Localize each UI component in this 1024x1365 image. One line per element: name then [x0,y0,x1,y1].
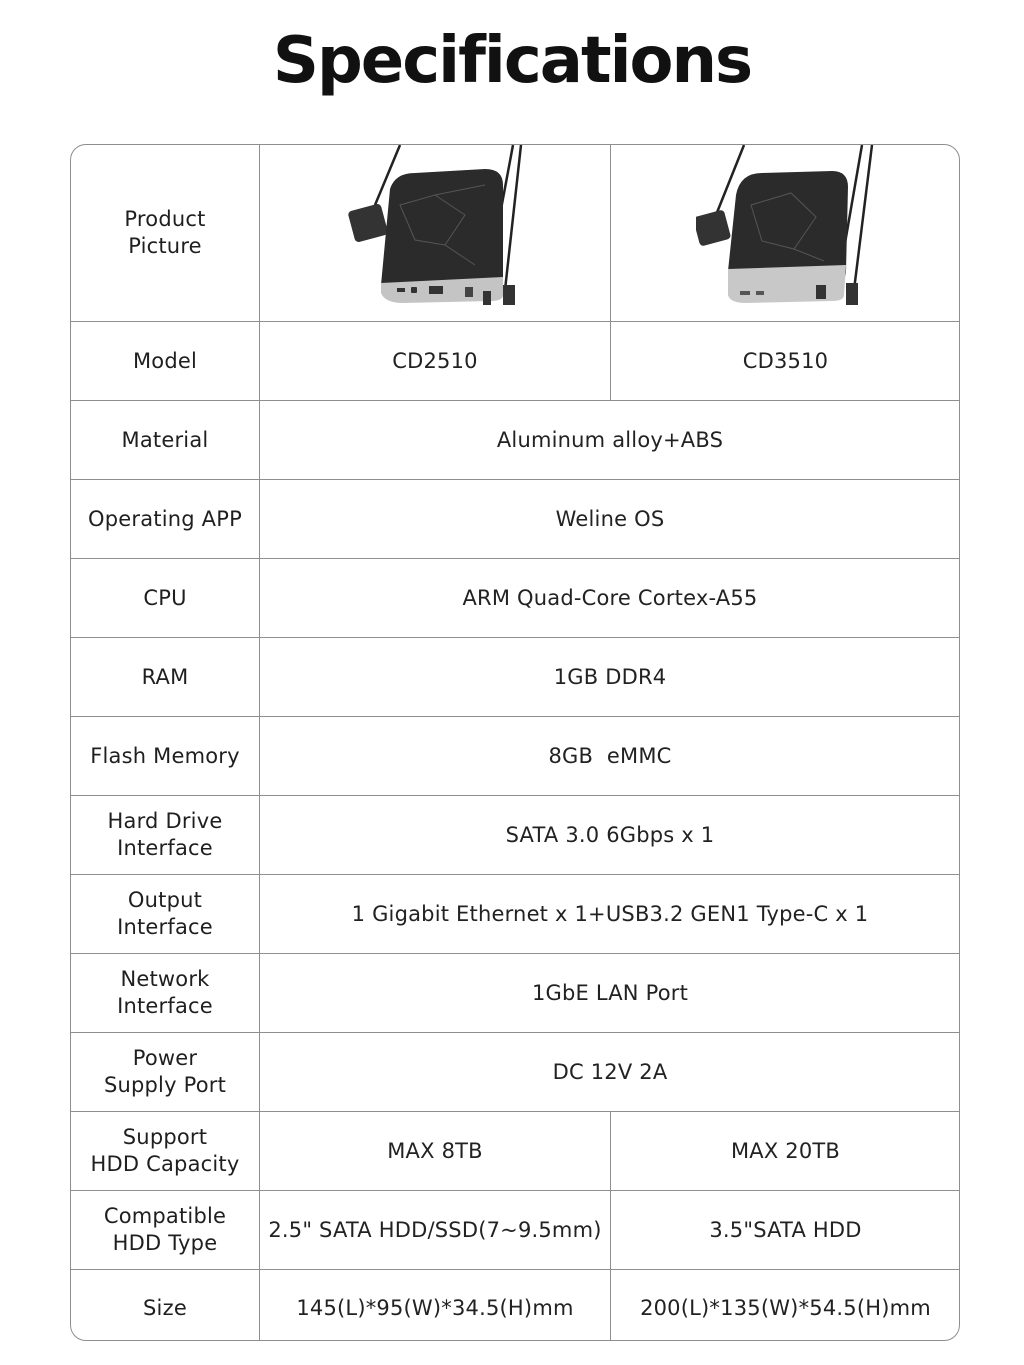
value-power-supply-port: DC 12V 2A [260,1033,961,1112]
value-cpu: ARM Quad-Core Cortex-A55 [260,559,961,638]
value-hdd-capacity-cd3510: MAX 20TB [611,1112,961,1191]
label-power-supply-port: Power Supply Port [71,1033,260,1112]
value-hard-drive-interface: SATA 3.0 6Gbps x 1 [260,796,961,875]
value-size-cd3510: 200(L)*135(W)*54.5(H)mm [611,1270,961,1342]
value-output-interface: 1 Gigabit Ethernet x 1+USB3.2 GEN1 Type-C x 1 [260,875,961,954]
value-model-cd2510: CD2510 [260,322,611,401]
label-output-interface: Output Interface [71,875,260,954]
value-operating-app: Weline OS [260,480,961,559]
row-output-interface [71,875,961,954]
row-cpu [71,559,961,638]
label-network-interface: Network Interface [71,954,260,1033]
label-material: Material [71,401,260,480]
label-ram: RAM [71,638,260,717]
row-hdd-capacity [71,1112,961,1191]
row-compatible-hdd-type [71,1191,961,1270]
value-compatible-hdd-type-cd3510: 3.5"SATA HDD [611,1191,961,1270]
label-operating-app: Operating APP [71,480,260,559]
label-hard-drive-interface: Hard Drive Interface [71,796,260,875]
label-hdd-capacity: Support HDD Capacity [71,1112,260,1191]
value-hdd-capacity-cd2510: MAX 8TB [260,1112,611,1191]
spec-table [70,144,960,1341]
row-hard-drive-interface [71,796,961,875]
row-model [71,322,961,401]
product-image-cd3510 [611,145,961,322]
product-image-cd2510 [260,145,611,322]
page-title: Specifications [272,24,752,98]
row-size [71,1270,961,1342]
row-ram [71,638,961,717]
value-model-cd3510: CD3510 [611,322,961,401]
row-product-picture [71,145,961,322]
value-material: Aluminum alloy+ABS [260,401,961,480]
value-ram: 1GB DDR4 [260,638,961,717]
nas-device-image [696,145,876,321]
row-power-supply-port [71,1033,961,1112]
label-compatible-hdd-type: Compatible HDD Type [71,1191,260,1270]
row-material [71,401,961,480]
label-cpu: CPU [71,559,260,638]
row-flash-memory [71,717,961,796]
row-operating-app [71,480,961,559]
value-compatible-hdd-type-cd2510: 2.5" SATA HDD/SSD(7~9.5mm) [260,1191,611,1270]
label-product-picture: Product Picture [71,145,260,322]
value-size-cd2510: 145(L)*95(W)*34.5(H)mm [260,1270,611,1342]
value-network-interface: 1GbE LAN Port [260,954,961,1033]
row-network-interface [71,954,961,1033]
value-flash-memory: 8GB eMMC [260,717,961,796]
label-size: Size [71,1270,260,1342]
label-flash-memory: Flash Memory [71,717,260,796]
label-model: Model [71,322,260,401]
nas-device-image [345,145,525,321]
